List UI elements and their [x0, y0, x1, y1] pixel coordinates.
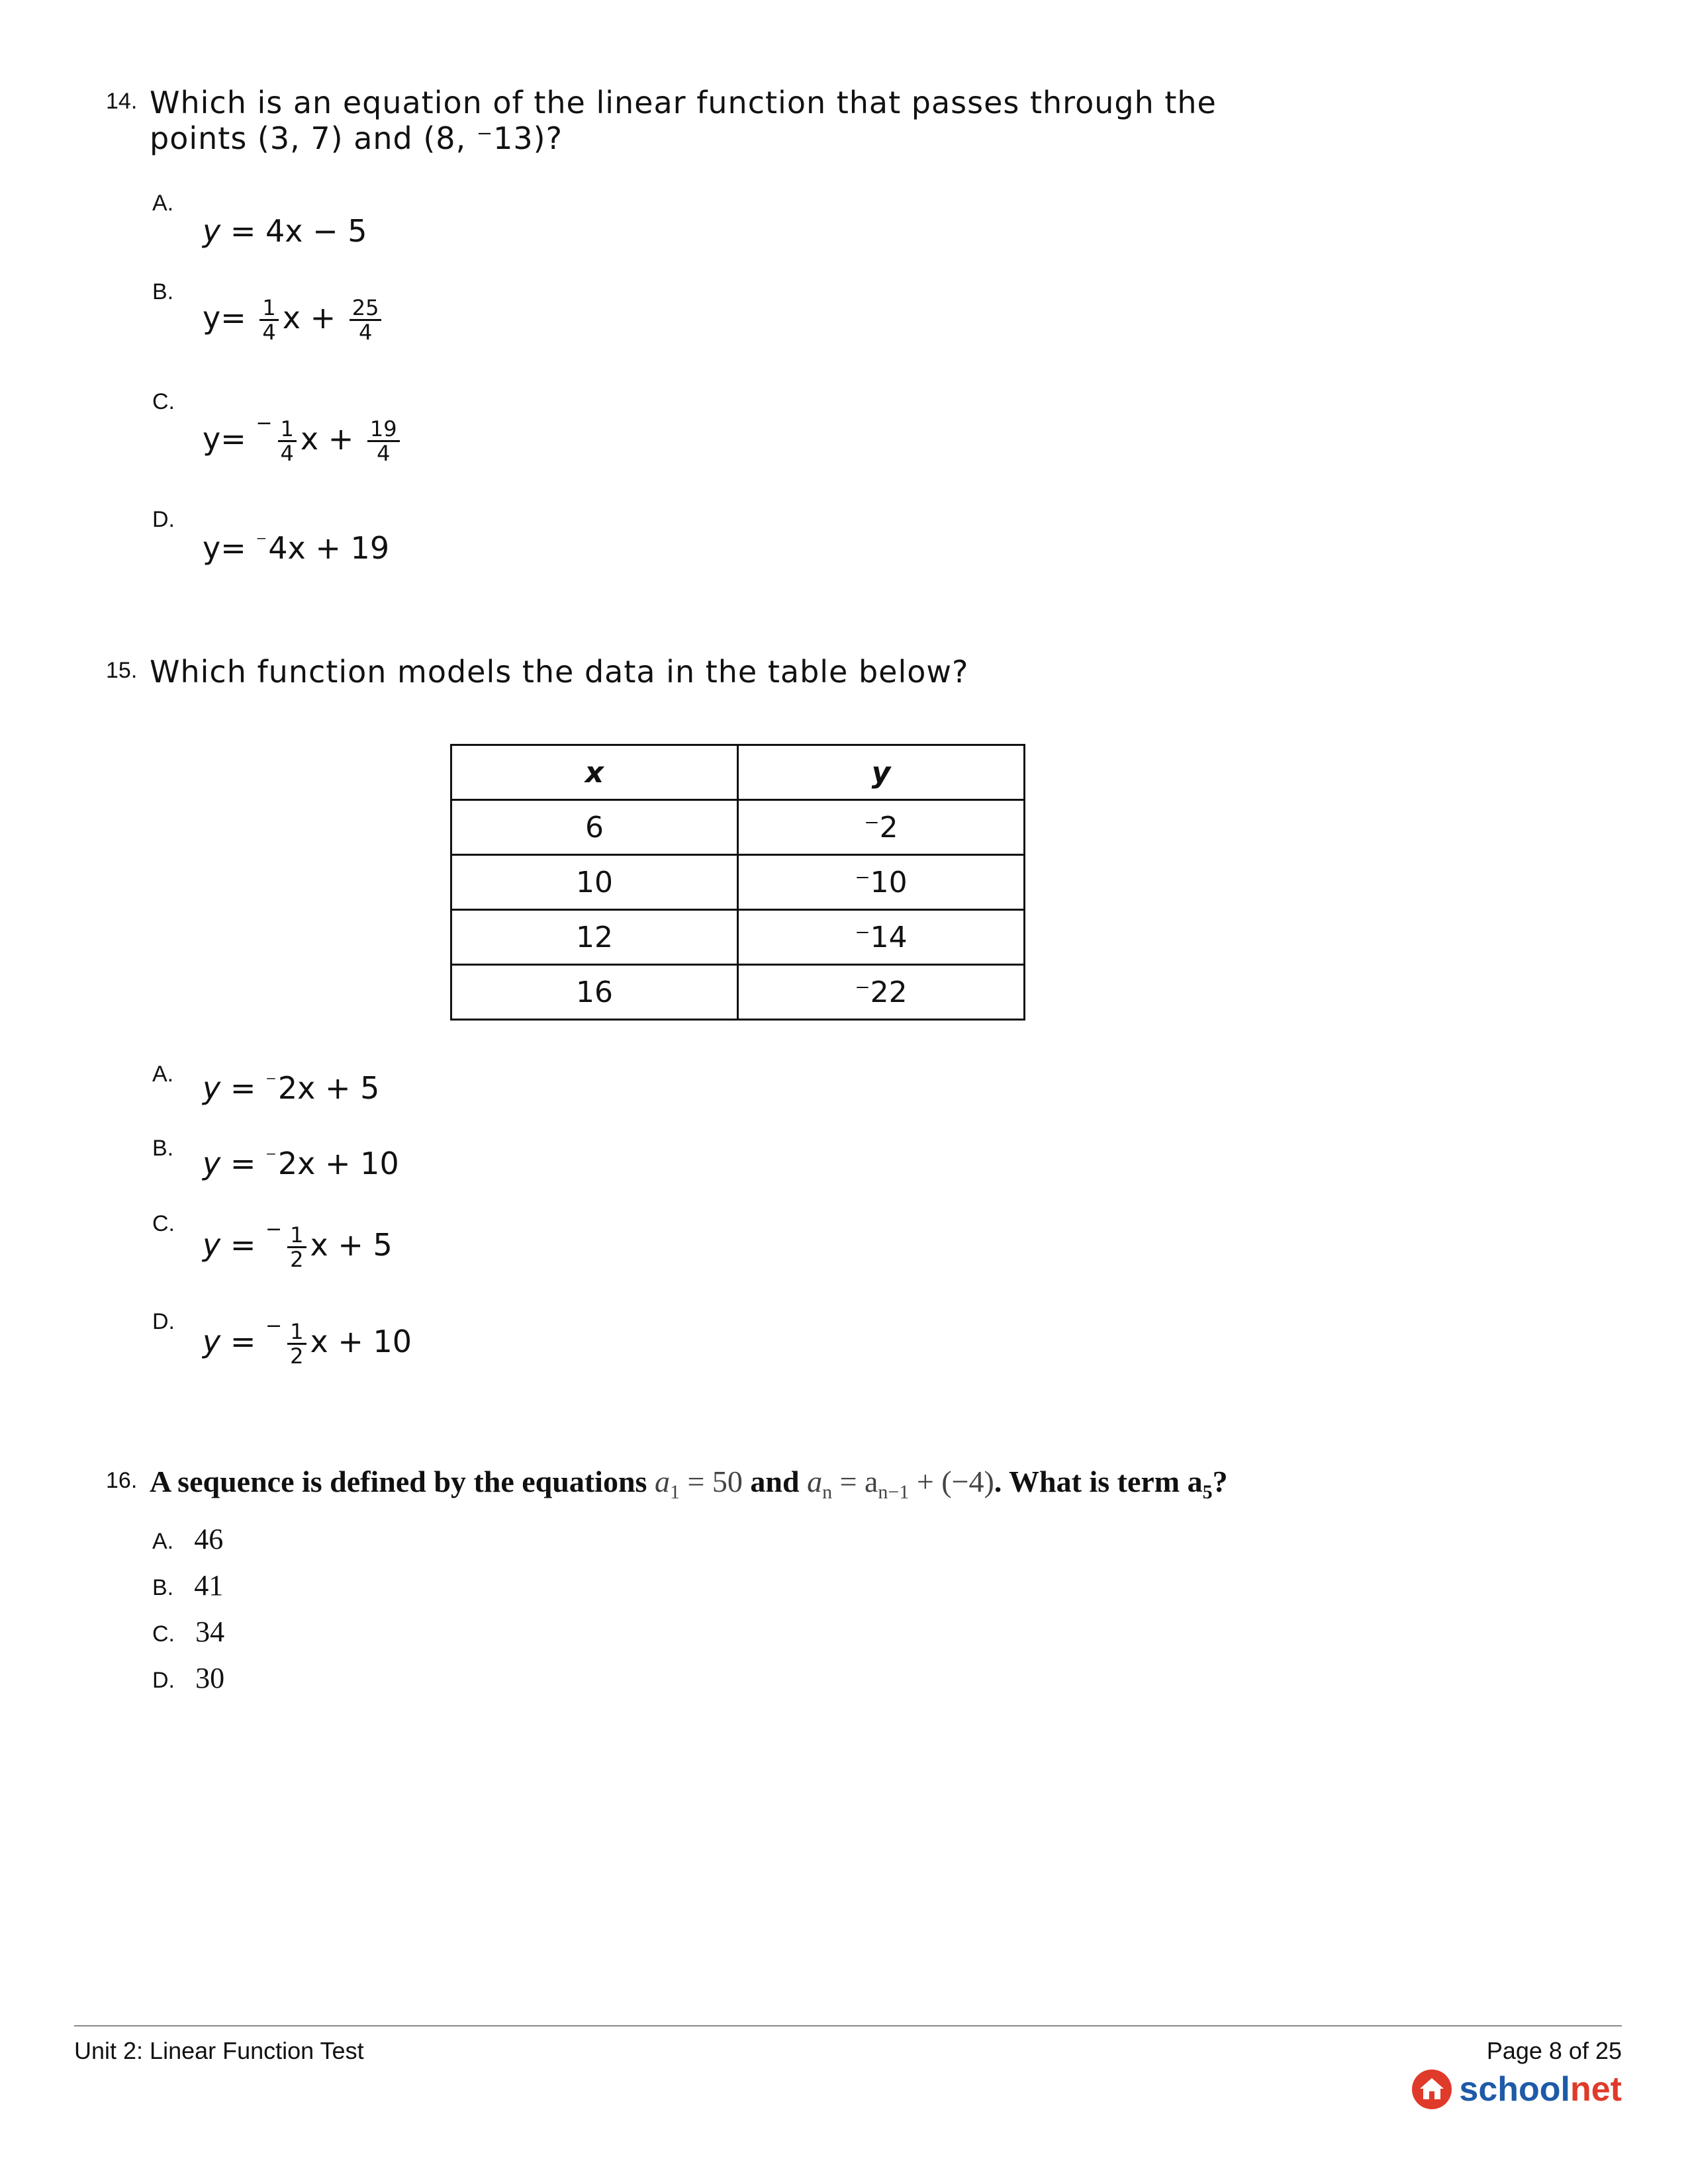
q15-c-answer[interactable]	[203, 1218, 393, 1271]
table-cell-x: 16	[451, 965, 738, 1020]
q16-a-letter: A.	[152, 1529, 174, 1554]
q14-c-lhs: y=	[203, 421, 246, 457]
q16-c-letter: C.	[152, 1621, 175, 1647]
q16-text-and: and	[742, 1465, 808, 1498]
brand-name-part1: school	[1459, 2070, 1570, 2109]
q15-a-neg: ⁻	[265, 1069, 277, 1095]
q15-a-answer[interactable]	[203, 1069, 379, 1106]
table-cell-x: 10	[451, 855, 738, 910]
brand-name	[1459, 2070, 1622, 2109]
q14-b-letter[interactable]: B.	[152, 279, 174, 304]
q15-text: Which function models the data in the table below?	[150, 654, 969, 690]
q15-c-frac	[287, 1224, 306, 1271]
brand-name-part2: net	[1570, 2070, 1622, 2109]
footer-page-number: Page 8 of 25	[1486, 2037, 1622, 2064]
q14-text-line2: points (3, 7) and (8, ⁻13)?	[150, 120, 563, 156]
q16-equation-1	[654, 1465, 743, 1504]
q14-c-letter[interactable]: C.	[152, 389, 175, 414]
q16-term-sub: 5	[1202, 1481, 1213, 1504]
q14-b-mid: x +	[282, 300, 336, 336]
q15-c-frac-num: 1	[287, 1224, 306, 1248]
q15-data-table	[450, 744, 1025, 1021]
q15-d-neg: −	[265, 1314, 283, 1338]
q14-d-lhs: y=	[203, 530, 246, 566]
q16-a-value: 46	[194, 1523, 224, 1555]
q14-a-letter[interactable]: A.	[152, 191, 174, 216]
table-cell-y: ⁻10	[738, 855, 1025, 910]
q15-a-lhs: y =	[203, 1070, 256, 1106]
q16-eq1-sub: 1	[669, 1481, 680, 1504]
table-header-row	[451, 745, 1025, 800]
q15-b-letter[interactable]: B.	[152, 1136, 174, 1161]
q14-c-frac2-den: 4	[377, 441, 391, 466]
q14-b-frac1-num: 1	[259, 296, 278, 321]
q16-d-value: 30	[195, 1662, 225, 1694]
q16-d-letter: D.	[152, 1668, 175, 1693]
q15-d-frac	[287, 1320, 306, 1367]
table-cell-x: 12	[451, 910, 738, 965]
q14-b-answer[interactable]	[203, 296, 385, 343]
table-header-y: y	[738, 745, 1025, 800]
q16-eq2-sub2: n−1	[878, 1481, 910, 1504]
q16-text	[150, 1464, 1228, 1504]
q15-d-letter[interactable]: D.	[152, 1309, 175, 1334]
table-header-x: x	[451, 745, 738, 800]
q15-b-neg: ⁻	[265, 1145, 277, 1170]
q14-c-frac2	[367, 418, 400, 465]
q14-b-frac1-den: 4	[262, 320, 276, 345]
q15-c-lhs: y =	[203, 1227, 256, 1263]
q15-c-letter[interactable]: C.	[152, 1211, 175, 1236]
q16-b-letter: B.	[152, 1575, 174, 1600]
q14-c-answer[interactable]	[203, 412, 404, 465]
q14-c-frac1-num: 1	[278, 418, 297, 442]
q16-eq1-var: a	[654, 1465, 670, 1498]
q16-eq2-var: a	[807, 1465, 823, 1498]
q14-b-frac1	[259, 296, 278, 343]
q15-c-frac-den: 2	[290, 1247, 304, 1272]
q16-text-part1: A sequence is defined by the equations	[150, 1465, 647, 1498]
house-icon	[1411, 2069, 1452, 2110]
q14-c-neg: −	[256, 412, 273, 435]
q16-eq2-sub: n	[822, 1481, 833, 1504]
q14-a-lhs: y	[203, 213, 221, 249]
q14-a-rhs: = 4x − 5	[230, 213, 367, 249]
q16-equation-2	[807, 1465, 994, 1504]
q16-text-end: ?	[1212, 1465, 1228, 1498]
table-cell-y: ⁻14	[738, 910, 1025, 965]
q15-d-answer[interactable]	[203, 1314, 412, 1367]
table-row	[451, 965, 1025, 1020]
q14-c-mid: x +	[300, 421, 354, 457]
q14-b-lhs: y=	[203, 300, 246, 336]
table-cell-x: 6	[451, 800, 738, 855]
q16-c-value: 34	[195, 1615, 225, 1648]
table-row	[451, 800, 1025, 855]
q14-d-answer[interactable]	[203, 529, 389, 566]
table-cell-y: ⁻2	[738, 800, 1025, 855]
footer-brand-logo	[1411, 2069, 1622, 2110]
q16-choice-c[interactable]	[152, 1615, 224, 1649]
table-row	[451, 910, 1025, 965]
footer-divider	[74, 2025, 1622, 2026]
q15-d-rhs: x + 10	[310, 1324, 412, 1359]
q14-text-line1: Which is an equation of the linear function that passes through the	[150, 85, 1217, 120]
q15-d-frac-num: 1	[287, 1320, 306, 1345]
q15-a-rhs: 2x + 5	[277, 1070, 380, 1106]
q14-b-frac2-den: 4	[358, 320, 373, 345]
q15-b-rhs: 2x + 10	[277, 1146, 399, 1181]
q14-c-frac1	[278, 418, 297, 465]
q15-a-letter[interactable]: A.	[152, 1062, 174, 1087]
q14-b-frac2	[350, 296, 382, 343]
q15-d-frac-den: 2	[290, 1343, 304, 1369]
q15-c-neg: −	[265, 1218, 283, 1241]
q16-eq2-mid: = a	[832, 1465, 878, 1498]
table-row	[451, 855, 1025, 910]
q16-eq1-rest: = 50	[679, 1465, 743, 1498]
q14-text	[150, 85, 1217, 156]
q14-d-letter[interactable]: D.	[152, 507, 175, 532]
q16-b-value: 41	[194, 1569, 224, 1602]
q16-number: 16.	[106, 1468, 138, 1493]
q14-c-frac2-num: 19	[367, 418, 400, 442]
q15-c-rhs: x + 5	[310, 1227, 393, 1263]
q15-number: 15.	[106, 658, 138, 683]
q14-c-frac1-den: 4	[280, 441, 294, 466]
q14-d-neg: ⁻	[256, 529, 267, 555]
q16-text-part2: . What is term a	[994, 1465, 1203, 1498]
q16-eq2-rest: + (−4)	[909, 1465, 994, 1498]
q14-b-frac2-num: 25	[350, 296, 382, 321]
footer-title: Unit 2: Linear Function Test	[74, 2037, 364, 2064]
q16-choice-a[interactable]	[152, 1522, 223, 1556]
table-cell-y: ⁻22	[738, 965, 1025, 1020]
q16-choice-b[interactable]	[152, 1569, 223, 1602]
q14-a-answer[interactable]	[203, 213, 367, 249]
q15-d-lhs: y =	[203, 1324, 256, 1359]
q16-choice-d[interactable]	[152, 1661, 224, 1695]
q14-number: 14.	[106, 89, 138, 114]
q15-b-answer[interactable]	[203, 1145, 399, 1181]
q14-d-rhs: 4x + 19	[268, 530, 390, 566]
q15-b-lhs: y =	[203, 1146, 256, 1181]
